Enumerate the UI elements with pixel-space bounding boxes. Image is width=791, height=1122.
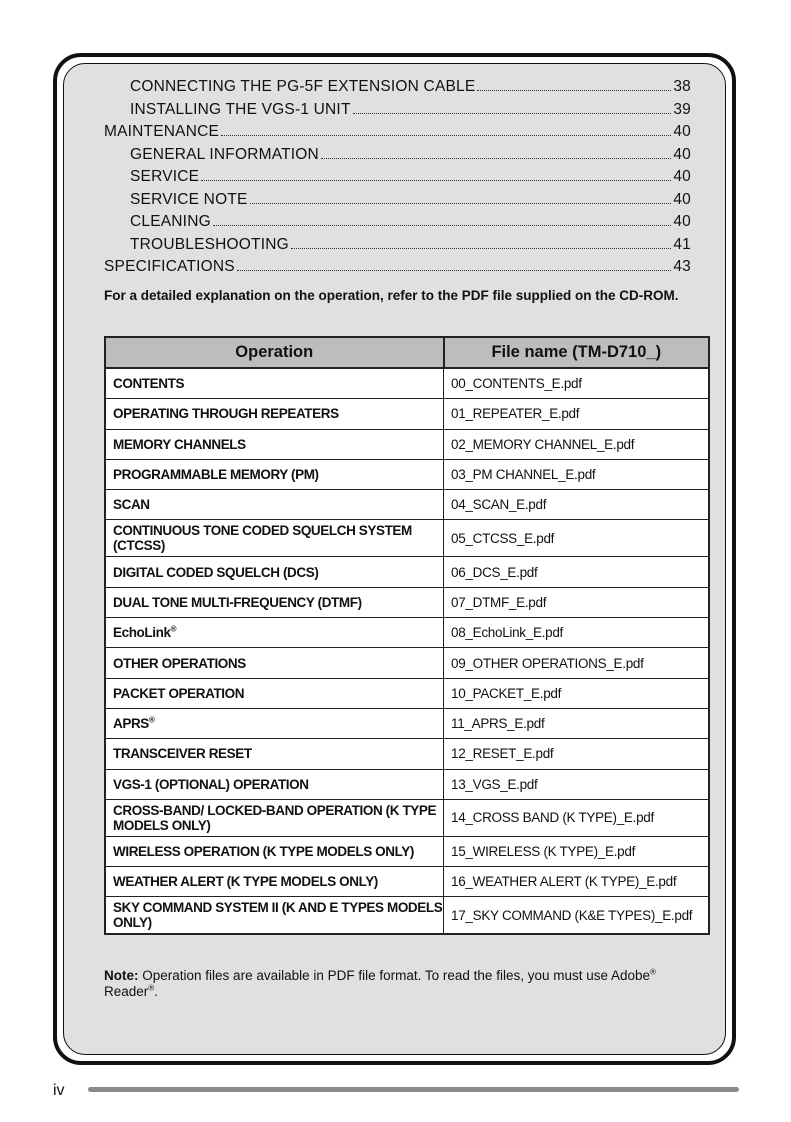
file-name-cell: 05_CTCSS_E.pdf	[444, 520, 710, 557]
file-name-cell: 00_CONTENTS_E.pdf	[444, 368, 710, 399]
table-row	[105, 867, 709, 897]
toc-leader-dots	[291, 248, 671, 249]
file-name-cell: 11_APRS_E.pdf	[444, 708, 710, 738]
table-of-contents	[104, 78, 691, 281]
file-name-cell: 07_DTMF_E.pdf	[444, 587, 710, 617]
file-name-cell: 04_SCAN_E.pdf	[444, 490, 710, 520]
toc-entry-page: 40	[673, 190, 691, 208]
toc-entry-title: GENERAL INFORMATION	[130, 145, 319, 163]
intro-text: For a detailed explanation on the operation, refer to the PDF file supplied on the CD-ROM.	[104, 288, 679, 303]
file-name-cell: 14_CROSS BAND (K TYPE)_E.pdf	[444, 799, 710, 836]
table-row	[105, 490, 709, 520]
toc-entry-page: 41	[673, 235, 691, 253]
note	[104, 968, 704, 1000]
file-name-cell: 02_MEMORY CHANNEL_E.pdf	[444, 429, 710, 459]
file-name-cell: 03_PM CHANNEL_E.pdf	[444, 459, 710, 489]
toc-entry-title: MAINTENANCE	[104, 123, 220, 140]
toc-leader-dots	[213, 225, 672, 226]
file-name-cell: 12_RESET_E.pdf	[444, 739, 710, 769]
toc-entry-title: SERVICE NOTE	[130, 190, 248, 208]
file-name-cell: 10_PACKET_E.pdf	[444, 678, 710, 708]
table-row	[105, 678, 709, 708]
toc-entry-title: TROUBLESHOOTING	[130, 235, 289, 253]
file-name-cell: 16_WEATHER ALERT (K TYPE)_E.pdf	[444, 867, 710, 897]
table-body	[105, 368, 709, 934]
operation-cell: APRS®	[105, 708, 444, 738]
table-row	[105, 520, 709, 557]
operation-cell: PACKET OPERATION	[105, 678, 444, 708]
operation-cell: WEATHER ALERT (K TYPE MODELS ONLY)	[105, 867, 444, 897]
toc-leader-dots	[321, 158, 671, 159]
operation-column-header: Operation	[105, 337, 444, 368]
table-row	[105, 399, 709, 429]
operation-files-table	[104, 336, 710, 935]
toc-entry-title: CLEANING	[130, 213, 211, 230]
note-text: Operation files are available in PDF file format. To read the files, you must use Adobe® Reader®.	[104, 967, 656, 999]
operation-cell: MEMORY CHANNELS	[105, 429, 444, 459]
table-row	[105, 429, 709, 459]
operation-cell: CROSS-BAND/ LOCKED-BAND OPERATION (K TYPE MODELS ONLY)	[105, 799, 444, 836]
file-name-cell: 09_OTHER OPERATIONS_E.pdf	[444, 648, 710, 678]
operation-cell: CONTINUOUS TONE CODED SQUELCH SYSTEM (CTCSS)	[105, 520, 444, 557]
operation-cell: TRANSCEIVER RESET	[105, 739, 444, 769]
toc-entry	[104, 258, 691, 281]
operation-cell: SCAN	[105, 490, 444, 520]
operation-cell: OPERATING THROUGH REPEATERS	[105, 399, 444, 429]
toc-entry	[104, 213, 691, 236]
toc-entry-title: INSTALLING THE VGS-1 UNIT	[130, 100, 351, 118]
toc-entry	[104, 101, 691, 124]
footer-rule	[88, 1087, 739, 1092]
table-row	[105, 557, 709, 587]
file-column-header: File name (TM-D710_)	[444, 337, 710, 368]
toc-leader-dots	[201, 180, 671, 181]
operation-cell: DUAL TONE MULTI-FREQUENCY (DTMF)	[105, 587, 444, 617]
table-row	[105, 897, 709, 935]
toc-entry-page: 40	[673, 213, 691, 230]
toc-entry-title: CONNECTING THE PG-5F EXTENSION CABLE	[130, 78, 476, 95]
operation-cell: WIRELESS OPERATION (K TYPE MODELS ONLY)	[105, 836, 444, 866]
toc-entry-page: 43	[673, 258, 691, 275]
toc-entry-page: 40	[673, 145, 691, 163]
toc-entry	[104, 191, 691, 214]
toc-entry	[104, 236, 691, 259]
toc-entry	[104, 146, 691, 169]
toc-entry	[104, 78, 691, 101]
note-label: Note:	[104, 968, 139, 983]
table-row	[105, 836, 709, 866]
page-number: iv	[53, 1082, 65, 1099]
toc-leader-dots	[477, 90, 671, 91]
table-header-row	[105, 337, 709, 368]
file-name-cell: 01_REPEATER_E.pdf	[444, 399, 710, 429]
toc-entry-page: 38	[673, 78, 691, 95]
toc-leader-dots	[250, 203, 672, 204]
operation-cell: OTHER OPERATIONS	[105, 648, 444, 678]
toc-entry	[104, 123, 691, 146]
file-name-cell: 06_DCS_E.pdf	[444, 557, 710, 587]
file-name-cell: 17_SKY COMMAND (K&E TYPES)_E.pdf	[444, 897, 710, 935]
table-row	[105, 368, 709, 399]
file-name-cell: 08_EchoLink_E.pdf	[444, 618, 710, 648]
operation-cell: EchoLink®	[105, 618, 444, 648]
toc-leader-dots	[237, 270, 672, 271]
table-row	[105, 587, 709, 617]
file-name-cell: 13_VGS_E.pdf	[444, 769, 710, 799]
operation-cell: PROGRAMMABLE MEMORY (PM)	[105, 459, 444, 489]
toc-entry-page: 39	[673, 100, 691, 118]
table-row	[105, 739, 709, 769]
operation-cell: SKY COMMAND SYSTEM II (K AND E TYPES MODELS ONLY)	[105, 897, 444, 935]
operation-cell: VGS-1 (OPTIONAL) OPERATION	[105, 769, 444, 799]
table-row	[105, 769, 709, 799]
toc-entry	[104, 168, 691, 191]
toc-leader-dots	[221, 135, 671, 136]
table-row	[105, 648, 709, 678]
operation-cell: CONTENTS	[105, 368, 444, 399]
table-row	[105, 459, 709, 489]
table-row	[105, 618, 709, 648]
operation-cell: DIGITAL CODED SQUELCH (DCS)	[105, 557, 444, 587]
toc-entry-title: SERVICE	[130, 168, 200, 185]
toc-entry-title: SPECIFICATIONS	[104, 258, 235, 275]
table-row	[105, 708, 709, 738]
table-row	[105, 799, 709, 836]
toc-entry-page: 40	[673, 123, 691, 140]
file-name-cell: 15_WIRELESS (K TYPE)_E.pdf	[444, 836, 710, 866]
toc-leader-dots	[353, 113, 672, 114]
toc-entry-page: 40	[673, 168, 691, 185]
